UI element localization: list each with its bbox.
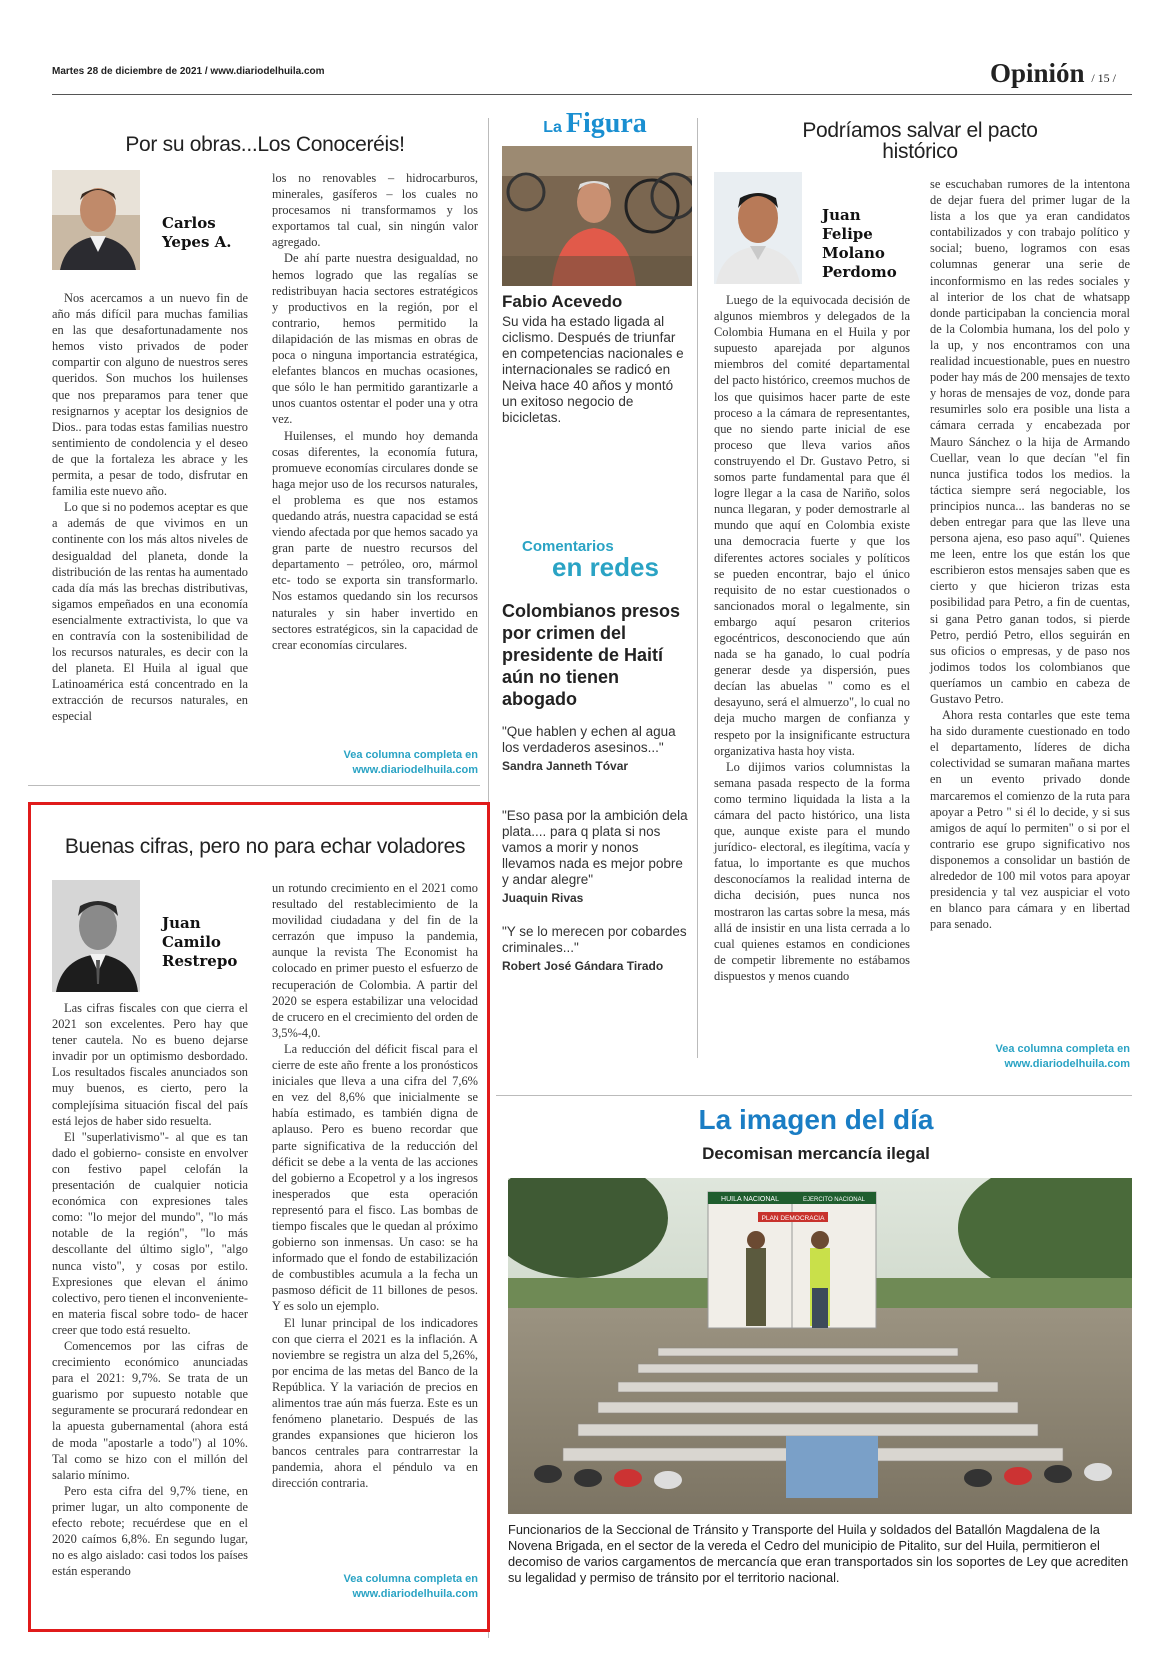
link-label: Vea columna completa en <box>995 1043 1130 1055</box>
column-body-right <box>930 176 1130 932</box>
figura-label-la: La <box>543 119 562 136</box>
masthead-date-site: Martes 28 de diciembre de 2021 / www.diariodelhuila.com <box>52 66 325 77</box>
author-name <box>822 206 897 282</box>
paragraph: Luego de la equivocada decisión de algunos miembros y delegados de la Colombia Humana en el Huila y por supuesto aparejada por algunos miembros del comité departamental del pacto histórico, creemos muchos de los que quisimos hacer parte de este proceso a la cámara de representantes, que no siendo parte inicial de ese proceso que lleva varios años construyendo el Dr. Gustavo Petro, si somos parte fundamental para que él logre llegar a la casa de Nariño, solos nunca llegaran, y poder demostrarle al mundo que aquí en Colombia existe una democracia fuerte y que los diferentes actores sociales y políticos se pueden encontrar, bajo el único requisito de no estar cuestionados o sancionados moral o legalmente, sin embargo aquí pesaron criterios egocéntricos, desconociendo que aún nada se ha ganado, lo cual podría generar desde ya dispersión, pues decían las abuelas " como es el desayuno, será el almuerzo", lo cual no deja mucho margen de confianza y respeto por la insignificante estructura organizativa hasta hoy vista. <box>714 293 910 758</box>
paragraph: Comencemos por las cifras de crecimiento económico anunciadas para el 2021: 9,7%. Se trata de un guarismo por supuesto notable que seguramente se procurará redondear en la apuesta gubernamental (ahora está de moda "apostarle a todo") al 10%. Tal como se hizo con el millón del salario mínimo. <box>52 1338 248 1482</box>
column-link[interactable] <box>930 1042 1130 1072</box>
section-title <box>990 58 1116 89</box>
column-body-left <box>52 290 248 725</box>
column-link[interactable] <box>272 748 478 778</box>
link-url[interactable]: www.diariodelhuila.com <box>352 764 478 776</box>
redes-quote <box>502 924 688 973</box>
author-photo <box>52 170 140 270</box>
divider-col1 <box>28 785 480 786</box>
author-name <box>162 214 232 252</box>
column-body-right <box>272 880 478 1492</box>
author-name-line: Perdomo <box>822 263 897 281</box>
page-number: / 15 / <box>1091 71 1116 85</box>
paragraph: Nos acercamos a un nuevo fin de año más difícil para muchas familias en las que desafortunadamente nos hemos visto privados de poder compartir con alguno de nuestros seres queridos. Son muchos los huilenses que nos preparamos para tener que resignarnos y aceptar los designios de Dios.. para todas estas familias nuestro sentimiento de condolencia y el deseo de que la fortaleza les abrace y les permita, a pesar de todo, disfrutar en familia este nuevo año. <box>52 291 248 499</box>
author-name <box>162 914 237 971</box>
paragraph: Lo dijimos varios columnistas la semana pasada respecto de la forma como termino liquidada la lista a la cámara del pacto histórico, una lista que, aunque existe para el mundo jurídico- electoral, es ilegítima, vacía y fatua, lo importante es que muchos desconocíamos la realidad interna de dicha decisión, pues nunca nos mostraron las cartas sobre la mesa, más allá de insistir en una lista cerrada a lo cual quienes estamos en condiciones de competir libremente no estábamos dispuestos y menos cuando <box>714 759 910 983</box>
paragraph: De ahí parte nuestra desigualdad, no hemos logrado que las regalías se redistribuyan hacia sectores estratégicos y productivos en la región, por el contrario, hemos permitido la dilapidación de las mismas en obras de poca o ninguna importancia estratégica, elefantes blancos en muchas ocasiones, que sólo le han permitido garantizarle a unos cuantos ostentar el poder una y otra vez. <box>272 251 478 427</box>
redes-quote <box>502 808 688 905</box>
imagen-subtitle: Decomisan mercancía ilegal <box>702 1144 930 1163</box>
author-name-line: Juan <box>822 206 861 224</box>
redes-headline: Colombianos presos por crimen del presidente de Haití aún no tienen abogado <box>502 601 681 709</box>
paragraph: Las cifras fiscales con que cierra el 2021 son excelentes. Pero hay que tener cautela. No es bueno dejarse invadir por un optimismo desbordado. Los resultados fiscales anunciados son muy buenos, es cierto, pero la complejísima situación fiscal del país está lejos de haber sido resuelta. <box>52 1001 248 1128</box>
quote-author: Robert José Gándara Tirado <box>502 959 664 973</box>
paragraph: La reducción del déficit fiscal para el cierre de este año frente a los pronósticos iniciales que lleva a una cifra del 7,6% en vez del 8,6% que inicialmente se había estimado, es también digna de aplauso. Pero es bueno recordar que parte significativa de la reducción del déficit se debe a la venta de las acciones del gobierno a Ecopetrol y a los ingresos inesperados que esta operación representó para el fisco. Las bombas de tiempo fiscales que le quedan al próximo gobierno son inmensas. Un caso: se ha informado que el fondo de estabilización de combustibles acumula a la fecha un pasmoso déficit de 11 billones de pesos. Y es solo un ejemplo. <box>272 1041 478 1314</box>
quote-text: "Eso pasa por la ambición dela plata.... para q plata si nos vamos a morir y nonos llevamos nada es mejor pobre y andar alegre" <box>502 808 688 887</box>
redes-label-bottom: en redes <box>552 552 659 582</box>
redes-quote <box>502 724 688 773</box>
paragraph: El lunar principal de los indicadores con que cierra el 2021 es la inflación. A noviembre se registra un alza del 5,26%, por encima de las metas del Banco de la República. Y la variación de precios en alimentos trae aún más fuerza. Este es un fenómeno planetario. Después de las grandes expansiones que hicieron los bancos centrales para contrarrestar la pandemia, ahora el péndulo va en dirección contraria. <box>272 1315 478 1491</box>
link-label: Vea columna completa en <box>343 1573 478 1585</box>
link-url[interactable]: www.diariodelhuila.com <box>352 1588 478 1600</box>
quote-author: Juaquin Rivas <box>502 891 584 905</box>
column-body-right <box>272 170 478 653</box>
author-name-line: Molano <box>822 244 885 262</box>
author-name-line: Camilo <box>162 933 221 951</box>
figura-photo <box>502 146 692 286</box>
banner-text: PLAN DEMOCRACIA <box>761 1215 825 1222</box>
link-url[interactable]: www.diariodelhuila.com <box>1004 1058 1130 1070</box>
column-body-left <box>714 292 910 984</box>
paragraph: un rotundo crecimiento en el 2021 como resultado del restablecimiento de la movilidad ciudadana y del fin de la cerrazón que impuso la pandemia, aunque la revista The Economist ha colocado en primer puesto el esfuerzo de recuperación de Colombia. A partir del 2020 se espera estabilizar una velocidad de crucero en el crecimiento del orden de 3,5%-4,0. <box>272 881 478 1040</box>
paragraph: Ahora resta contarles que este tema ha sido duramente cuestionado en todo el departamento, líderes de dicha colectividad se sumaran mañana martes en un evento privado donde marcaremos el comienzo de la ruta para apoyar a Petro " si él lo decide, y si sus amigos de aquí lo permiten" o si por el contrario ese grupo significativo nos disponemos a consolidar un bastión de alrededor de 100 mil votos para apoyar presidencia y tal vez auspiciar el voto en blanco para cámara y en libertad para senado. <box>930 708 1130 932</box>
banner-text: EJERCITO NACIONAL <box>803 1197 865 1203</box>
divider-imagen <box>496 1095 1132 1096</box>
author-name-line: Juan <box>162 914 201 932</box>
paragraph: El "superlativismo"- al que es tan dado el gobierno- consiste en envolver con festivo papel celofán la presentación de cualquier noticia económica con expresiones tales como: "lo mejor del mundo", "lo más notable de la región", "lo más descollante del último siglo", "algo nunca visto", y cosas por estilo. Expresiones que elevan el ánimo colectivo, pero tienen el inconveniente- en materia fiscal sobre todo- de hacer creer que todo está resuelto. <box>52 1129 248 1337</box>
author-name-line: Restrepo <box>162 952 238 970</box>
column-title: Por su obras...Los Conoceréis! <box>125 133 405 156</box>
column-title: Podríamos salvar el pacto histórico <box>802 119 1038 163</box>
column-link[interactable] <box>272 1572 478 1602</box>
paragraph: los no renovables – hidrocarburos, minerales, gasíferos – los cuales no procesamos ni transformamos y los exportamos tal cual, sin ningún valor agregado. <box>272 171 478 250</box>
imagen-caption: Funcionarios de la Seccional de Tránsito y Transporte del Huila y soldados del Batallón Magdalena de la Novena Brigada, en el sector de la vereda el Cedro del municipio de Pitalito, sur del Huila, permitieron el decomiso de varios cargamentos de mercancía que eran transportados sin los soportes de Ley que acrediten su legalidad y permiso de tránsito por el territorio nacional. <box>508 1522 1129 1585</box>
quote-text: "Que hablen y echen al agua los verdaderos asesinos..." <box>502 724 676 755</box>
author-photo <box>52 880 140 992</box>
author-first-name: Carlos <box>162 214 216 232</box>
paragraph: Pero esta cifra del 9,7% tiene, en primer lugar, un alto componente de efecto rebote; recuérdese que en el 2020 caímos 6,8%. En segundo lugar, no es algo aislado: casi todos los países están esperando <box>52 1483 248 1579</box>
section-name: Opinión <box>990 58 1085 88</box>
paragraph: Huilenses, el mundo hoy demanda cosas diferentes, la economía futura, promueve economías circulares donde se haga mejor uso de los recursos naturales, el problema es que nos estamos quedando atrás, nuestra capacidad se está viendo afectada por que hemos sacado ya gran parte de nuestro recursos del departamento – petróleo, oro, mármol etc- todo se exporta sin transformarlo. Nos estamos quedando sin los recursos naturales y sin haber invertido en sectores estratégicos, sin la capacidad de crear economías circulares. <box>272 428 478 652</box>
author-photo <box>714 172 802 284</box>
imagen-photo <box>508 1178 1132 1514</box>
quote-text: "Y se lo merecen por cobardes criminales..." <box>502 924 687 955</box>
paragraph: se escuchaban rumores de la intentona de dejar fuera del primer lugar de la lista a los que ya eran candidatos contabilizados y con trabajo político y social; bueno, logramos con esas columnas generar una serie de inconformismo en las redes sociales y al interior de los chat de whatsapp donde participaban la conciencia moral de la Colombia humana, los del polo y la up, y nos encontramos con una realidad incuestionable, pues en nuestro poder hay más de 200 mensajes de texto y horas de mensajes de voz, donde para resumirles solo era posible una lista a cámara cerrada y encabezada por Mauro Sánchez o la hija de Armando Cuellar, vean lo que decían "el fin nunca justifica todos los medios. la táctica siempre será negociable, los principios nunca... las banderas no se deben entregar para que las lleve una persona ajena, eso paso aquí". Quienes me leen, entre los que están los que escribieron estos mensajes saben que es cierto y que hicieron trizas esta posibilidad para Petro, a fin de cuentas, si gana Petro ganan todos, si pierde Petro, perdió Petro, ellos seguirán en sus oficios o empresas, y de paso nos jodimos todos los colombianos que queríamos un cambio en cabeza de Gustavo Petro. <box>930 177 1130 706</box>
author-name-line: Felipe <box>822 225 873 243</box>
column-body-left <box>52 1000 248 1579</box>
figura-text: Su vida ha estado ligada al ciclismo. Después de triunfar en competencias nacionales e internacionales se radicó en Neiva hace 40 años y montó un exitoso negocio de bicicletas. <box>502 314 684 425</box>
author-last-name: Yepes A. <box>162 233 232 251</box>
divider-right <box>697 118 698 1058</box>
imagen-title: La imagen del día <box>698 1104 934 1135</box>
quote-author: Sandra Janneth Tóvar <box>502 759 629 773</box>
redes-label-top: Comentarios <box>522 538 614 555</box>
figura-name: Fabio Acevedo <box>502 292 623 311</box>
figura-header <box>500 108 690 140</box>
link-label: Vea columna completa en <box>343 749 478 761</box>
column-title: Buenas cifras, pero no para echar voladores <box>64 835 466 858</box>
figura-label: Figura <box>565 108 647 139</box>
paragraph: Lo que si no podemos aceptar es que a además de que vivimos en un continente con los más altos niveles de desigualdad del planeta, donde la distribución de las rentas ha aumentado cada día más las brechas distributivas, sigamos empeñados en una economía esencialmente extractivista, lo que va en contravía con la sostenibilidad de los recursos naturales, es decir con la del planeta. El Huila al igual que Latinoamérica está concentrado en la extracción de recursos naturales, en especial <box>52 500 248 724</box>
banner-text: HUILA NACIONAL <box>721 1196 779 1203</box>
header-rule <box>52 94 1132 95</box>
